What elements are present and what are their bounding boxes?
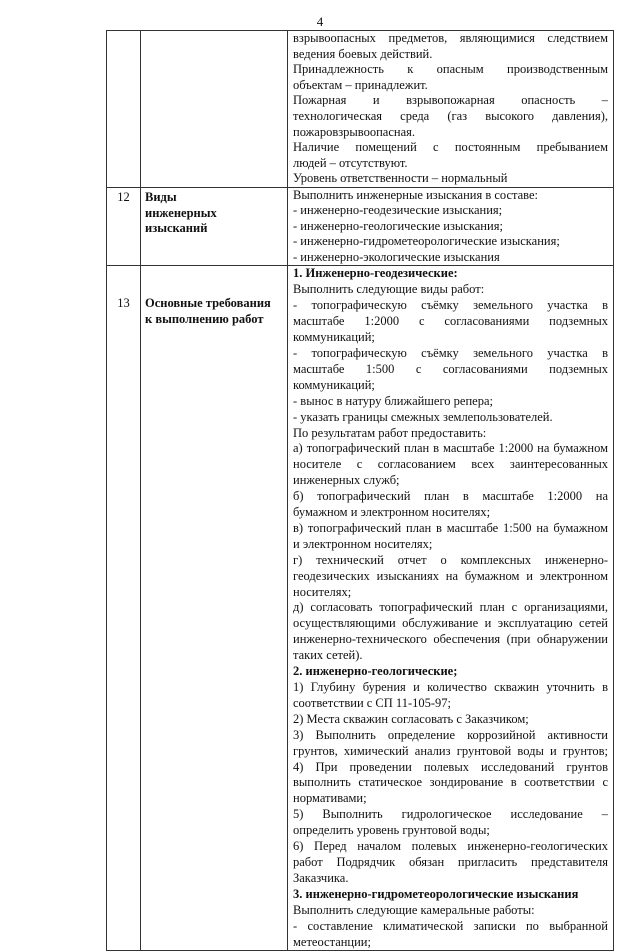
text-line: грунтов, химический анализ грунтовой воды и грунтов; [293, 743, 608, 758]
text-line: инженерных служб; [293, 473, 400, 488]
text-line: ведения боевых действий. [293, 46, 433, 61]
text-line: технологическая среда (газ высокого давления), [293, 108, 608, 123]
text-line: масштабе 1:500 с согласованиями подземных [293, 361, 608, 376]
text-line: пожаровзрывоопасная. [293, 124, 416, 139]
table-row [107, 31, 614, 188]
text-line: Принадлежность к опасным производственным [293, 62, 608, 77]
text-line: коммуникаций; [293, 330, 375, 345]
text-line: 2. инженерно-геологические; [293, 664, 458, 679]
text-line: объектам – принадлежит. [293, 77, 428, 92]
row-content-cell [288, 31, 614, 188]
requirements-table [106, 30, 614, 951]
text-line: - топографическую съёмку земельного участка в [293, 298, 608, 313]
text-line: носителе с согласованием всех заинтересованных [293, 457, 608, 472]
text-line: б) топографический план в масштабе 1:2000 на [293, 489, 608, 504]
text-line: Выполнить инженерные изыскания в составе: [293, 187, 539, 202]
text-line: Наличие помещений с постоянным пребыванием [293, 140, 608, 155]
text-line: людей – отсутствуют. [293, 155, 408, 170]
text-line: метеостанции; [293, 934, 371, 949]
text-line: инженерно-технического обеспечения (при обнаружении [293, 632, 608, 647]
text-line: Выполнить следующие камеральные работы: [293, 902, 535, 917]
text-line: 2) Места скважин согласовать с Заказчиком; [293, 711, 529, 726]
text-line: - инженерно-геодезические изыскания; [293, 203, 503, 218]
text-line: осуществляющими обслуживание и эксплуатацию сетей [293, 616, 608, 631]
text-line: 4) При проведении полевых исследований грунтов [293, 759, 608, 774]
row-number-cell [107, 31, 141, 188]
text-line: 1. Инженерно-геодезические: [293, 266, 458, 281]
table-row [107, 187, 614, 266]
text-line: - инженерно-экологические изыскания [293, 249, 500, 264]
row-label-cell [141, 187, 288, 266]
text-line: Уровень ответственности – нормальный [293, 171, 508, 186]
text-line: масштабе 1:2000 с согласованиями подземных [293, 314, 608, 329]
label-line: Основные требования [145, 296, 271, 311]
label-line: инженерных [145, 205, 217, 220]
label-line: к выполнению работ [145, 312, 264, 327]
row-content [288, 188, 613, 266]
row-content [288, 266, 613, 950]
text-line: геодезических изысканиях на бумажном и электронном [293, 568, 608, 583]
page-number: 4 [316, 14, 324, 29]
text-line: носителях; [293, 584, 352, 599]
text-line: Выполнить следующие виды работ: [293, 282, 485, 297]
text-line: - топографическую съёмку земельного участка в [293, 345, 608, 360]
text-line: - составление климатической записки по выбранной [293, 918, 608, 933]
text-line: Заказчика. [293, 870, 349, 885]
text-line: и электронном носителях; [293, 536, 433, 551]
text-line: - инженерно-гидрометеорологические изыскания; [293, 234, 560, 249]
text-line: По результатам работ предоставить: [293, 425, 487, 440]
text-line: 3) Выполнить определение коррозийной активности [293, 727, 608, 742]
row-content-cell [288, 187, 614, 266]
label-line: Виды [145, 189, 177, 204]
text-line: Пожарная и взрывопожарная опасность – [293, 93, 608, 108]
text-line: коммуникаций; [293, 377, 375, 392]
row-number: 12 [117, 189, 130, 204]
text-line: 6) Перед началом полевых инженерно-геологических [293, 839, 608, 854]
text-line: таких сетей). [293, 648, 363, 663]
text-line: бумажном и электронном носителях; [293, 505, 491, 520]
row-number-cell [107, 187, 141, 266]
text-line: - указать границы смежных землепользователей. [293, 409, 553, 424]
text-line: взрывоопасных предметов, являющимися следствием [293, 31, 608, 45]
text-line: 3. инженерно-гидрометеорологические изыскания [293, 886, 579, 901]
row-number-cell [107, 266, 141, 951]
text-line: 5) Выполнить гидрологическое исследование – [293, 807, 608, 822]
text-line: выполнить статическое зондирование в соответствии с [293, 775, 608, 790]
text-line: а) топографический план в масштабе 1:2000 на бумажном [293, 441, 608, 456]
text-line: соответствии с СП 11-105-97; [293, 695, 452, 710]
table-row [107, 266, 614, 951]
text-line: - инженерно-геологические изыскания; [293, 218, 503, 233]
row-number: 13 [117, 296, 130, 311]
text-line: определить уровень грунтовой воды; [293, 823, 490, 838]
row-label-cell [141, 266, 288, 951]
text-line: работ Подрядчик обязан пригласить представителя [293, 854, 608, 869]
label-line: изысканий [145, 221, 208, 236]
text-line: д) согласовать топографический план с организациями, [293, 600, 608, 615]
row-label [141, 188, 287, 237]
text-line: нормативами; [293, 791, 367, 806]
text-line: - вынос в натуру ближайшего репера; [293, 393, 493, 408]
row-content-cell [288, 266, 614, 951]
text-line: 1) Глубину бурения и количество скважин уточнить в [293, 680, 608, 694]
row-label [141, 266, 287, 327]
text-line: в) топографический план в масштабе 1:500 на бумажном [293, 520, 608, 535]
text-line: г) технический отчет о комплексных инженерно- [293, 552, 608, 567]
row-content [288, 31, 613, 187]
row-label-cell [141, 31, 288, 188]
